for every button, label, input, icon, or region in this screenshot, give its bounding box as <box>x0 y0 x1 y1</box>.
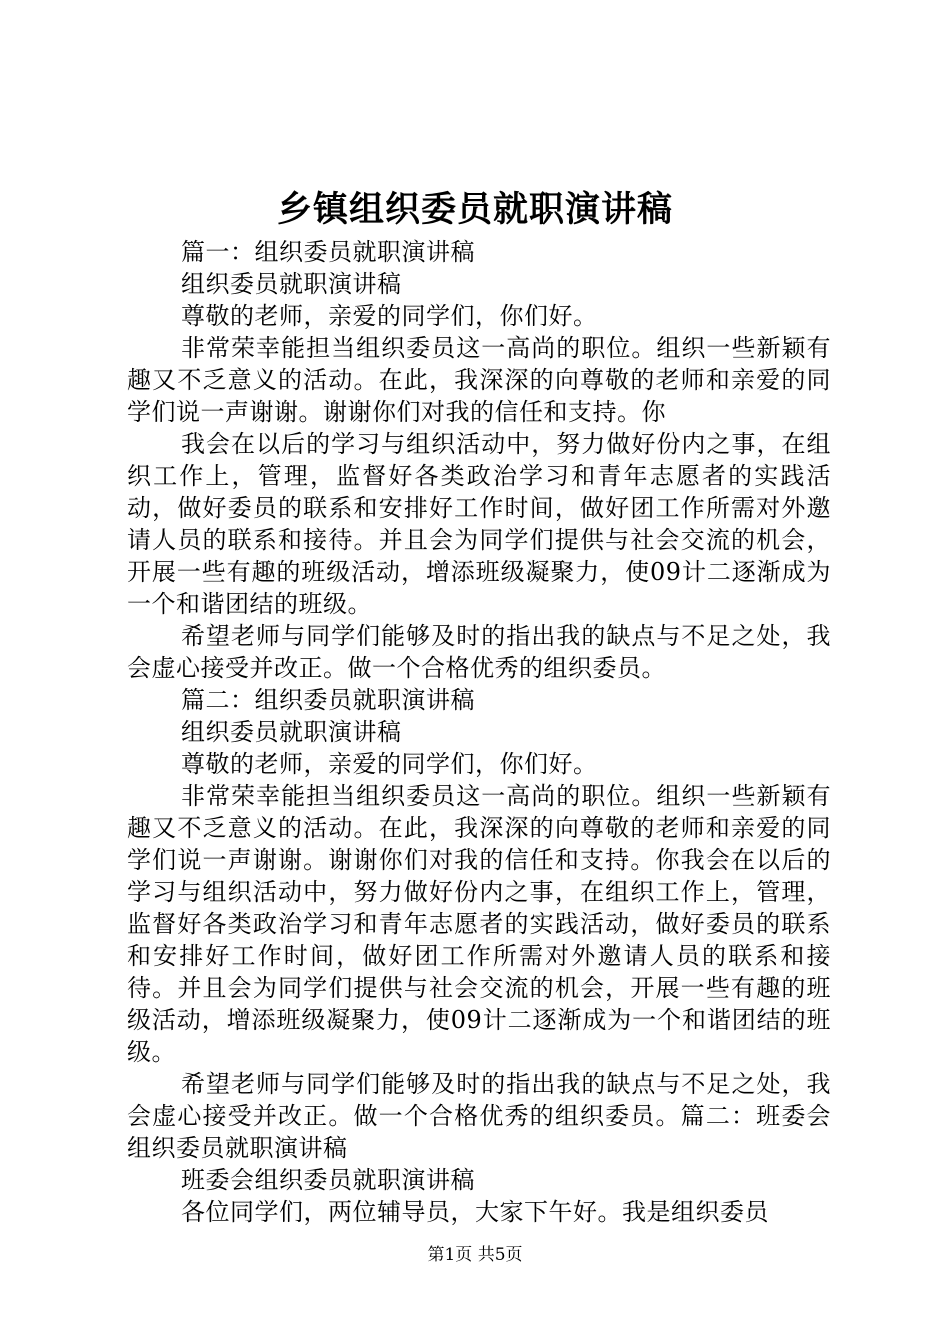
page-number-footer: 第1页 共5页 <box>427 1245 523 1265</box>
paragraph-body: 希望老师与同学们能够及时的指出我的缺点与不足之处，我会虚心接受并改正。做一个合格优秀的组织委员。 <box>127 622 831 682</box>
paragraph-subtitle: 组织委员就职演讲稿 <box>181 718 402 746</box>
paragraph-greeting: 尊敬的老师，亲爱的同学们，你们好。 <box>181 302 598 330</box>
paragraph-body: 非常荣幸能担当组织委员这一高尚的职位。组织一些新颖有趣又不乏意义的活动。在此，我深深的向尊敬的老师和亲爱的同学们说一声谢谢。谢谢你们对我的信任和支持。你我会在以后的学习与组织活动中，努力做好份内之事，在组织工作上，管理，监督好各类政治学习和青年志愿者的实践活动，做好委员的联系和安排好工作时间，做好团工作所需对外邀请人员的联系和接待。并且会为同学们提供与社会交流的机会，开展一些有趣的班级活动，增添班级凝聚力，使09计二逐渐成为一个和谐团结的班级。 <box>127 782 831 1066</box>
paragraph-section-1-heading: 篇一：组织委员就职演讲稿 <box>181 238 475 266</box>
paragraph-subtitle: 组织委员就职演讲稿 <box>181 270 402 298</box>
paragraph-body: 我会在以后的学习与组织活动中，努力做好份内之事，在组织工作上，管理，监督好各类政治学习和青年志愿者的实践活动，做好委员的联系和安排好工作时间，做好团工作所需对外邀请人员的联系和接待。并且会为同学们提供与社会交流的机会，开展一些有趣的班级活动，增添班级凝聚力，使09计二逐渐成为一个和谐团结的班级。 <box>127 430 831 618</box>
paragraph-greeting: 尊敬的老师，亲爱的同学们，你们好。 <box>181 750 598 778</box>
paragraph-section-2-heading: 篇二：组织委员就职演讲稿 <box>181 686 475 714</box>
paragraph-subtitle: 班委会组织委员就职演讲稿 <box>181 1166 475 1194</box>
paragraph-body: 各位同学们，两位辅导员，大家下午好。我是组织委员 <box>181 1198 769 1226</box>
document-title: 乡镇组织委员就职演讲稿 <box>276 189 673 230</box>
paragraph-body: 希望老师与同学们能够及时的指出我的缺点与不足之处，我会虚心接受并改正。做一个合格优秀的组织委员。篇二：班委会组织委员就职演讲稿 <box>127 1070 831 1162</box>
paragraph-body: 非常荣幸能担当组织委员这一高尚的职位。组织一些新颖有趣又不乏意义的活动。在此，我深深的向尊敬的老师和亲爱的同学们说一声谢谢。谢谢你们对我的信任和支持。你 <box>127 334 831 426</box>
document-body <box>127 236 831 1228</box>
